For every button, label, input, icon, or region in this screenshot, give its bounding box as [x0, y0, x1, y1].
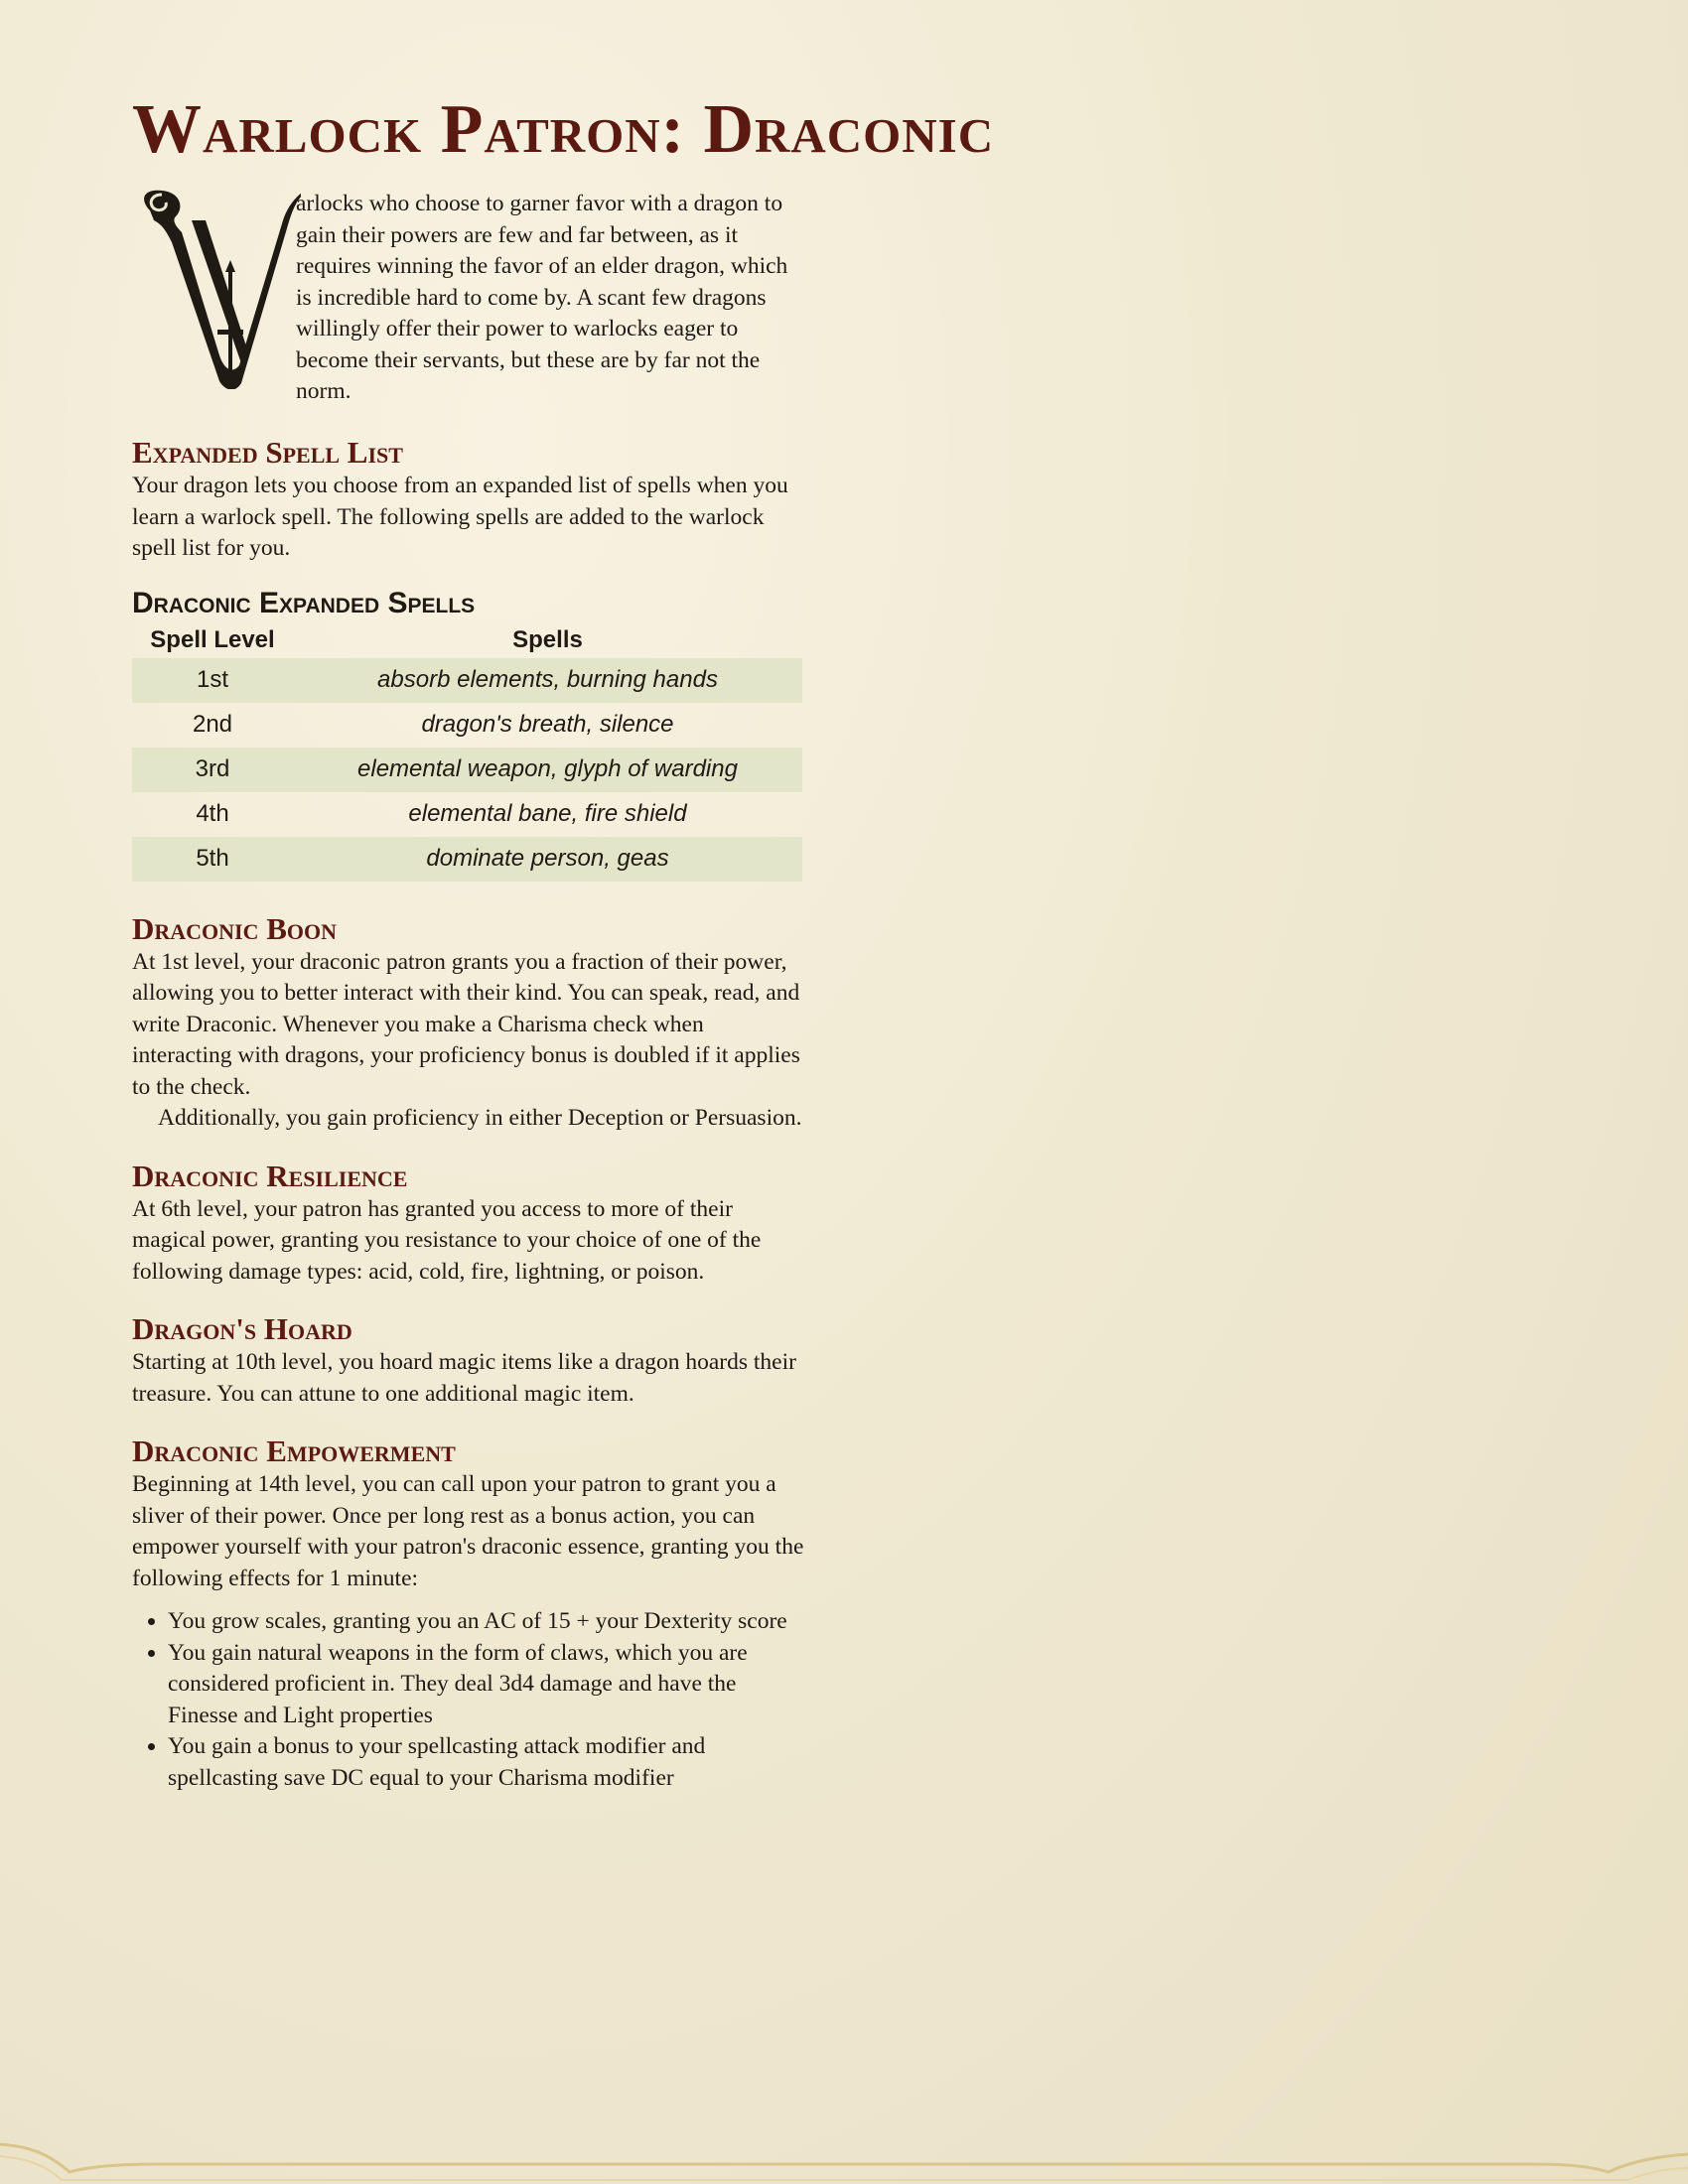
table-row — [132, 837, 802, 882]
spells-cell: dragon's breath, silence — [421, 711, 674, 738]
draconic-empowerment-text: Beginning at 14th level, you can call upon your patron to grant you a sliver of their power. Once per long rest as a bonus action, you can empower yourself with your patron's draconic essence, granting you the following effects for 1 minute: — [132, 1471, 804, 1591]
document-page — [132, 91, 995, 1794]
draconic-resilience-text: At 6th level, your patron has granted you access to more of their magical power, granting you resistance to your choice of one of the following damage types: acid, cold, fire, lightning, or poison. — [132, 1195, 762, 1285]
spell-level-cell: 2nd — [192, 711, 233, 738]
spell-table-header-row — [132, 622, 802, 658]
intro-block — [132, 173, 807, 411]
dropcap-w-icon — [132, 181, 301, 389]
spell-level-cell: 5th — [132, 837, 293, 882]
spell-table — [132, 622, 802, 882]
spells-cell: elemental weapon, glyph of warding — [293, 748, 802, 792]
dragons-hoard-text: Starting at 10th level, you hoard magic items like a dragon hoards their treasure. You can attune to one additional magic item. — [132, 1349, 796, 1407]
table-row — [132, 748, 802, 792]
draconic-resilience-heading: Draconic Resilience — [132, 1158, 408, 1193]
expanded-spell-list-heading: Expanded Spell List — [132, 435, 403, 470]
draconic-empowerment-heading: Draconic Empowerment — [132, 1433, 456, 1468]
spell-level-cell: 4th — [196, 800, 229, 827]
spell-level-cell: 3rd — [132, 748, 293, 792]
draconic-boon-heading: Draconic Boon — [132, 910, 338, 946]
col-header-spells: Spells — [512, 625, 583, 653]
table-row — [132, 703, 802, 748]
draconic-boon-text-2: Additionally, you gain proficiency in either Deception or Persuasion. — [158, 1105, 802, 1131]
draconic-boon-text: At 1st level, your draconic patron grants you a fraction of their power, allowing you to better interact with their kind. You can speak, read, and write Draconic. Whenever you make a Charisma check when interacting with dragons, your proficiency bonus is doubled if it applies to the check. — [132, 948, 800, 1100]
intro-text: arlocks who choose to garner favor with a dragon to gain their powers are few and far between, as it requires winning the favor of an elder dragon, which is incredible hard to come by. A scant few dragons willingly offer their power to warlocks eager to become their servants, but these are by far not the norm. — [296, 191, 788, 404]
spells-cell: dominate person, geas — [293, 837, 802, 882]
spell-level-cell: 1st — [132, 658, 293, 703]
expanded-spell-list-text: Your dragon lets you choose from an expanded list of spells when you learn a warlock spell. The following spells are added to the warlock spell list for you. — [132, 473, 788, 561]
spells-cell: elemental bane, fire shield — [408, 800, 687, 827]
table-row — [132, 658, 802, 703]
list-item: • You grow scales, granting you an AC of 15 + your Dexterity score — [168, 1606, 807, 1638]
list-item: • You gain a bonus to your spellcasting attack modifier and spellcasting save DC equal to your Charisma modifier — [168, 1731, 807, 1794]
list-item: • You gain natural weapons in the form of claws, which you are considered proficient in. They deal 3d4 damage and have the Finesse and Light properties — [168, 1638, 807, 1732]
page-footer-ornament — [0, 2115, 1688, 2184]
empowerment-list — [132, 1606, 807, 1794]
page-title: Warlock Patron: Draconic — [132, 91, 995, 168]
spells-cell: absorb elements, burning hands — [293, 658, 802, 703]
dragons-hoard-heading: Dragon's Hoard — [132, 1311, 352, 1346]
table-row — [132, 792, 802, 837]
spell-table-title: Draconic Expanded Spells — [132, 586, 476, 619]
col-header-spell-level: Spell Level — [150, 625, 275, 653]
